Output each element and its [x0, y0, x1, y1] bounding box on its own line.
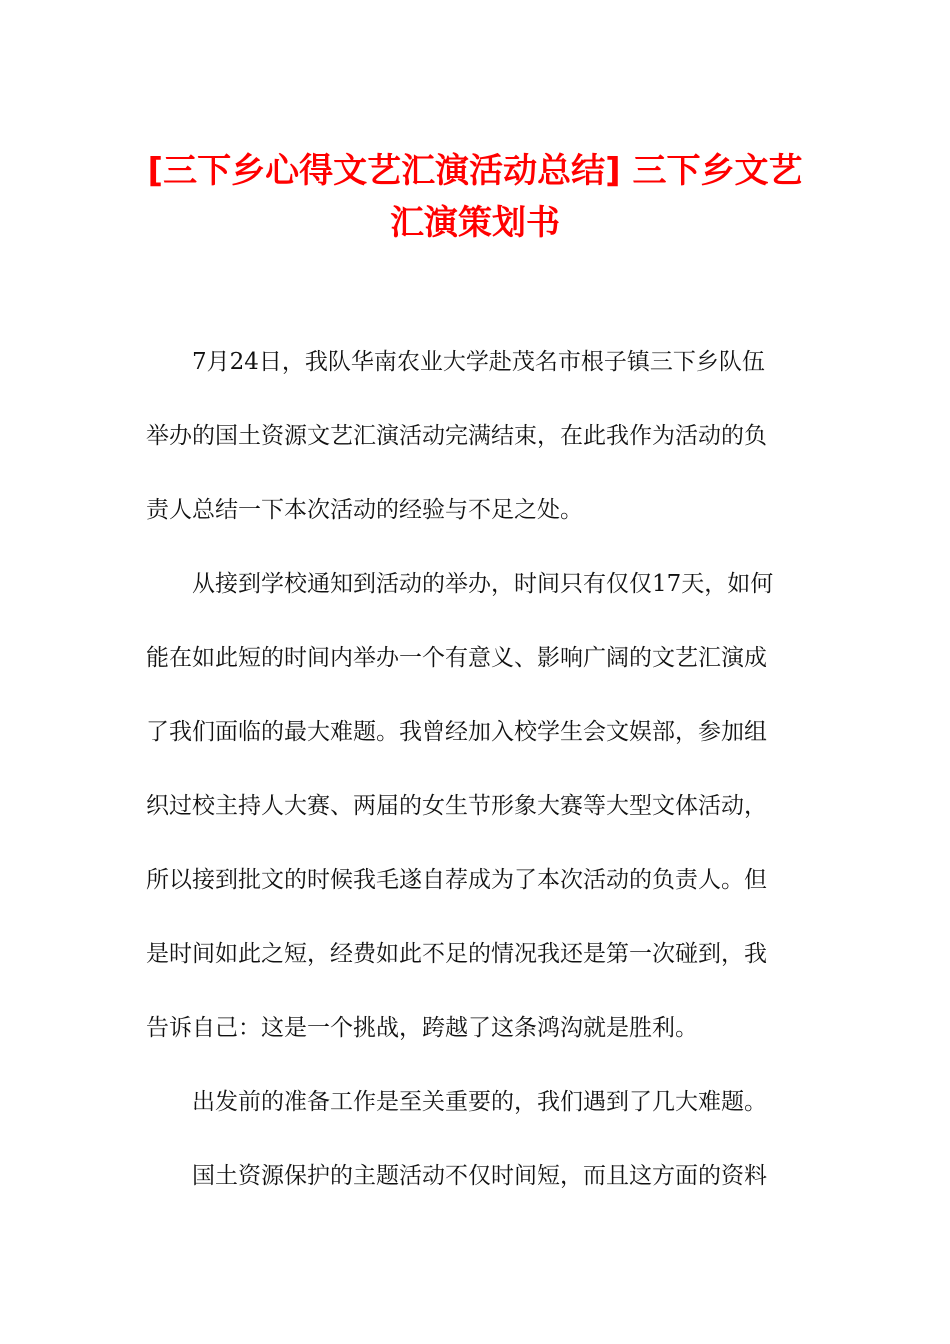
- text-line-10: 告诉自己：这是一个挑战，跨越了这条鸿沟就是胜利。: [146, 1015, 698, 1041]
- text-line-4: 从接到学校通知到活动的举办，时间只有仅仅17天，如何: [192, 571, 774, 597]
- text-line-6: 了我们面临的最大难题。我曾经加入校学生会文娱部，参加组: [146, 719, 767, 745]
- title-line-2: 汇演策划书: [390, 203, 560, 243]
- text-line-12: 国土资源保护的主题活动不仅时间短，而且这方面的资料: [192, 1163, 767, 1189]
- document-body: [146, 325, 796, 1213]
- document-title: [120, 145, 830, 249]
- text-line-1: 7月24日，我队华南农业大学赴茂名市根子镇三下乡队伍: [192, 349, 765, 375]
- text-line-2: 举办的国土资源文艺汇演活动完满结束，在此我作为活动的负: [146, 423, 767, 449]
- text-line-8: 所以接到批文的时候我毛遂自荐成为了本次活动的负责人。但: [146, 867, 767, 893]
- title-line-1: [三下乡心得文艺汇演活动总结] 三下乡文艺: [147, 151, 803, 191]
- text-line-5: 能在如此短的时间内举办一个有意义、影响广阔的文艺汇演成: [146, 645, 767, 671]
- text-line-7: 织过校主持人大赛、两届的女生节形象大赛等大型文体活动，: [146, 793, 767, 819]
- text-line-11: 出发前的准备工作是至关重要的，我们遇到了几大难题。: [192, 1089, 767, 1115]
- text-line-3: 责人总结一下本次活动的经验与不足之处。: [146, 497, 583, 523]
- text-line-9: 是时间如此之短，经费如此不足的情况我还是第一次碰到，我: [146, 941, 767, 967]
